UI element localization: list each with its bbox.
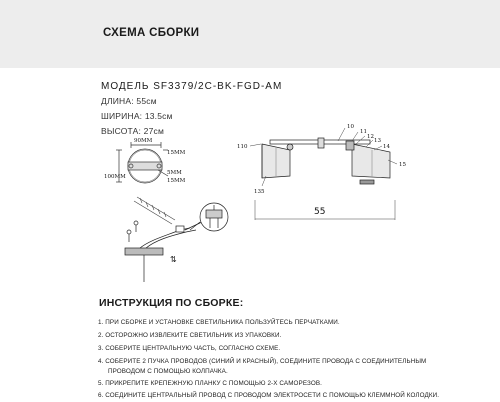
ceiling-hatch (134, 197, 175, 224)
spec-length-value: 55см (136, 96, 157, 106)
part-label-15: 15 (399, 162, 406, 168)
instruction-step: 6. СОЕДИНИТЕ ЦЕНТРАЛЬНЫЙ ПРОВОД С ПРОВОДОМ ЭЛЕКТРОСЕТИ С ПОМОЩЬЮ КЛЕММНОЙ КОЛОДКИ. (98, 392, 440, 399)
spec-width-value: 13.5см (144, 111, 173, 121)
part-label-11: 11 (360, 129, 367, 135)
instruction-step-continued: ПРОВОДОМ С ПОМОЩЬЮ КОЛПАЧКА. (108, 368, 228, 375)
spec-width-label: ШИРИНА: (101, 111, 143, 121)
screws (127, 221, 138, 242)
instruction-step: 2. ОСТОРОЖНО ИЗВЛЕКИТЕ СВЕТИЛЬНИК ИЗ УПАКОВКИ. (98, 332, 282, 339)
model-label: МОДЕЛЬ (101, 81, 150, 92)
spec-height-value: 27см (143, 126, 165, 136)
instruction-step: 4. СОБЕРИТЕ 2 ПУЧКА ПРОВОДОВ (СИНИЙ И КРАСНЫЙ), СОЕДИНИТЕ ПРОВОДА С СОЕДИНИТЕЛЬНЫМ (98, 358, 427, 365)
mount-width-label: 90ММ (134, 138, 153, 144)
part-label-10: 10 (347, 124, 354, 130)
model-code: SF3379/2C-BK-FGD-AM (153, 81, 283, 92)
mount-height-label: 100ММ (104, 174, 126, 180)
lamp-arm-label: 110 (237, 144, 248, 150)
terminal-block-detail (200, 203, 228, 231)
instruction-step: 3. СОБЕРИТЕ ЦЕНТРАЛЬНУЮ ЧАСТЬ, СОГЛАСНО СХЕМЕ. (98, 345, 281, 352)
instruction-step: 5. ПРИКРЕПИТЕ КРЕПЕЖНУЮ ПЛАНКУ С ПОМОЩЬЮ 2-Х САМОРЕЗОВ. (98, 380, 322, 387)
spec-length-label: ДЛИНА: (101, 96, 134, 106)
part-label-13: 13 (374, 138, 381, 144)
lamp-drawing (262, 138, 390, 184)
canopy-wiring-drawing (125, 222, 202, 282)
overall-length-label: 55 (314, 207, 326, 217)
instructions-title: ИНСТРУКЦИЯ ПО СБОРКЕ: (99, 297, 244, 309)
lamp-shade-label: 135 (254, 189, 265, 195)
spec-height-label: ВЫСОТА: (101, 126, 142, 136)
page-title: СХЕМА СБОРКИ (103, 27, 200, 39)
mount-dim-b-label: 5ММ (167, 170, 182, 176)
part-label-12: 12 (367, 134, 374, 140)
mount-dim-a-label: 15ММ (167, 150, 186, 156)
part-label-14: 14 (383, 144, 390, 150)
dimension-arrow-icon: ⇅ (170, 255, 177, 264)
instruction-step: 1. ПРИ СБОРКЕ И УСТАНОВКЕ СВЕТИЛЬНИКА ПОЛЬЗУЙТЕСЬ ПЕРЧАТКАМИ. (98, 319, 340, 326)
detail-leader (190, 222, 200, 230)
mount-dim-c-label: 15ММ (167, 178, 186, 184)
